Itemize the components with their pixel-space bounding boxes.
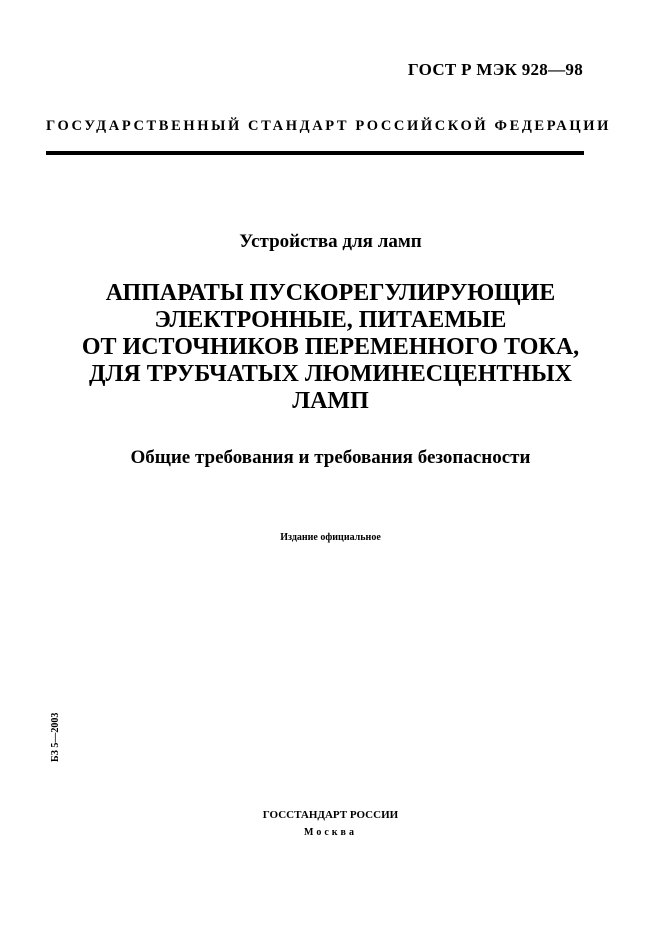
publisher: ГОССТАНДАРТ РОССИИ — [262, 809, 399, 821]
side-code: БЗ 5—2003 — [50, 712, 61, 762]
edition-note: Издание официальное — [280, 532, 381, 543]
standard-code: ГОСТ Р МЭК 928—98 — [407, 60, 583, 79]
main-title-line: АППАРАТЫ ПУСКОРЕГУЛИРУЮЩИЕ — [105, 280, 556, 306]
subtitle: Общие требования и требования безопасности — [130, 447, 531, 468]
document-category: Устройства для ламп — [239, 231, 422, 252]
state-standard-heading: ГОСУДАРСТВЕННЫЙ СТАНДАРТ РОССИЙСКОЙ ФЕДЕРАЦИИ — [46, 118, 612, 134]
city: Москва — [304, 827, 357, 838]
main-title — [0, 280, 661, 415]
main-title-line: ОТ ИСТОЧНИКОВ ПЕРЕМЕННОГО ТОКА, — [81, 334, 580, 360]
main-title-line: ЛАМП — [292, 388, 369, 414]
main-title-line: ДЛЯ ТРУБЧАТЫХ ЛЮМИНЕСЦЕНТНЫХ — [89, 361, 572, 387]
main-title-line: ЭЛЕКТРОННЫЕ, ПИТАЕМЫЕ — [154, 307, 507, 333]
horizontal-rule — [46, 151, 584, 155]
